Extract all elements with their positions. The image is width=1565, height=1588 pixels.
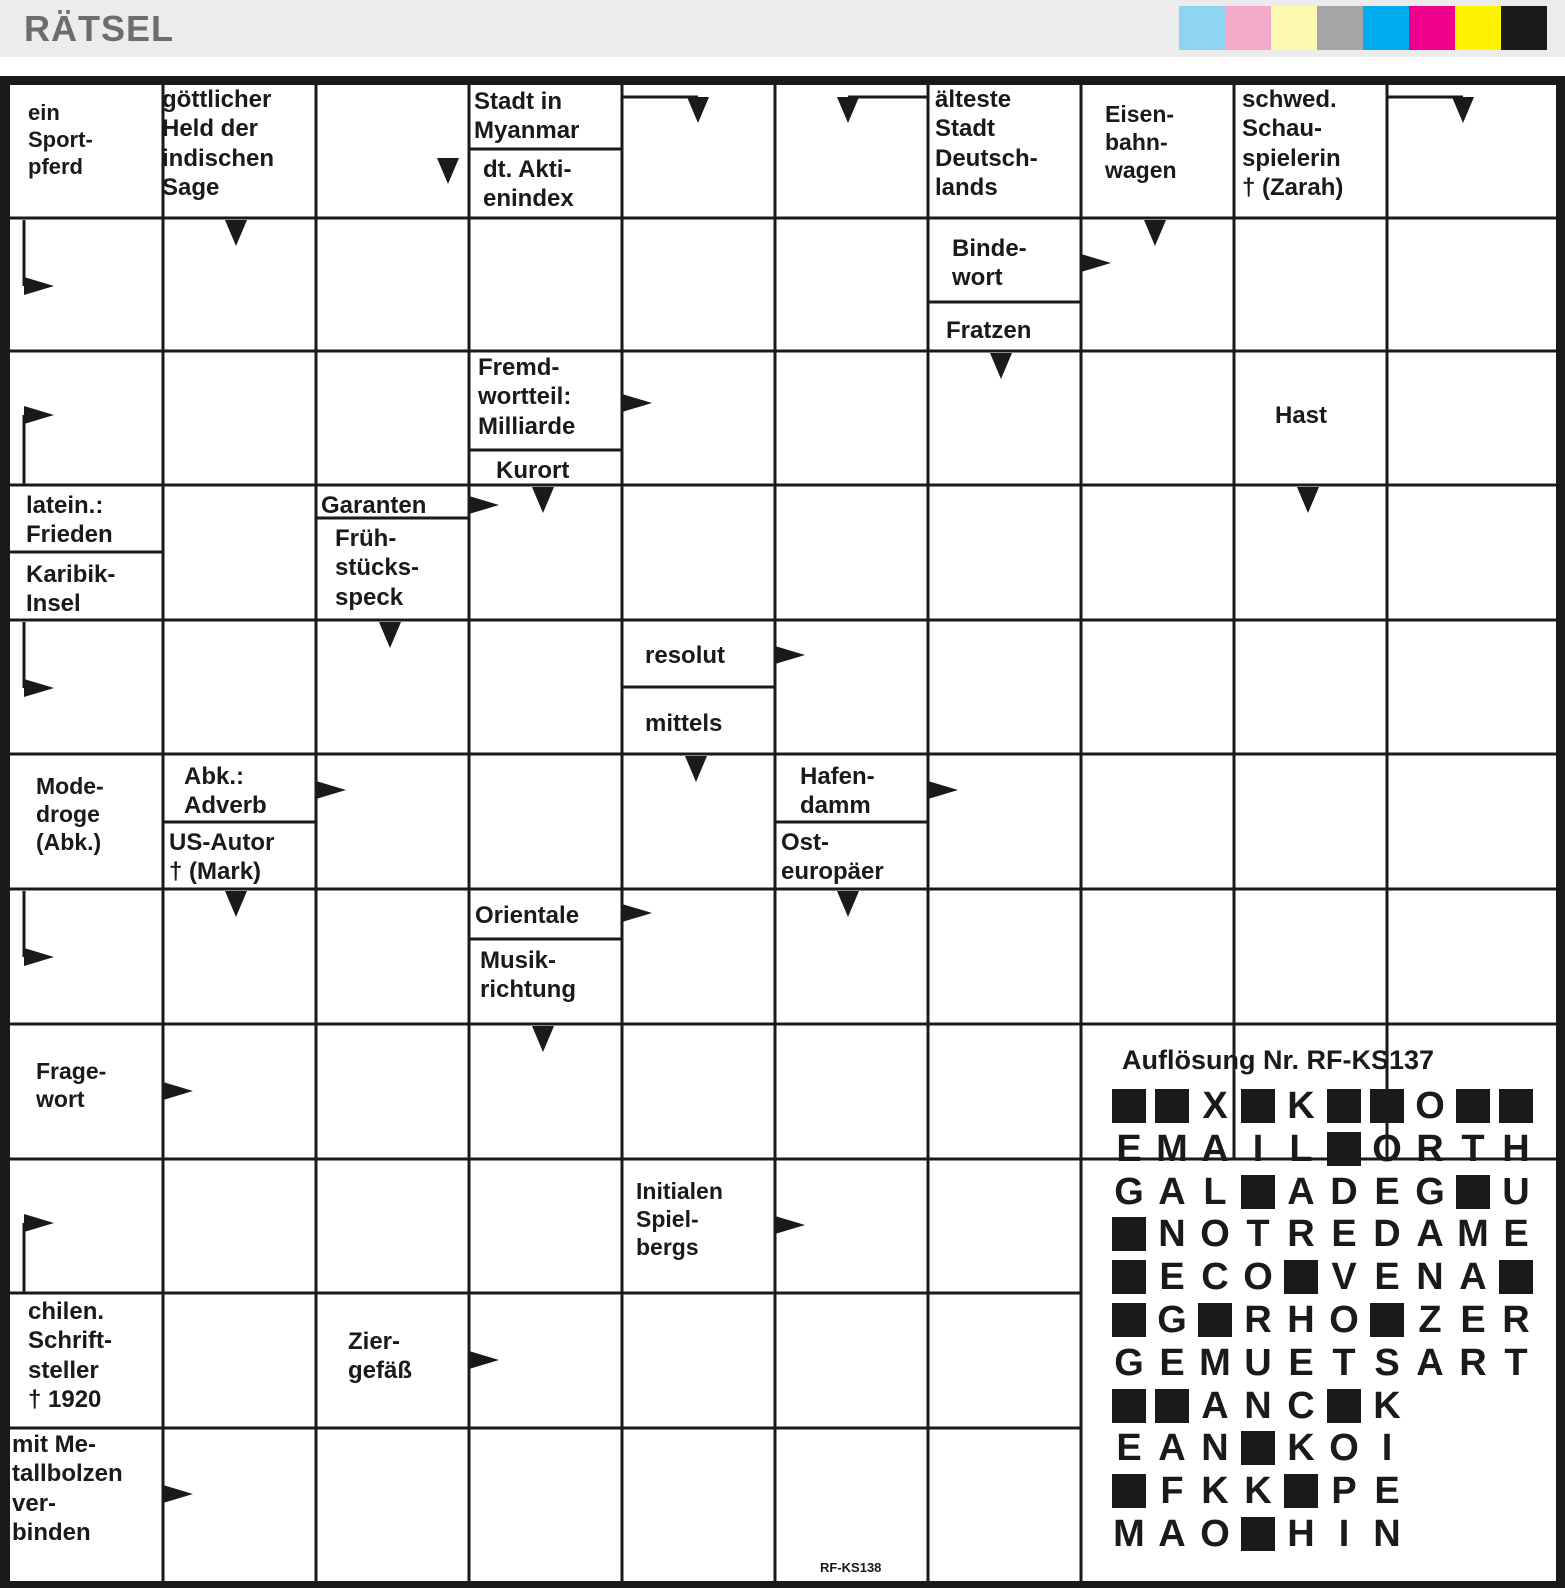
solution-black-cell — [1112, 1089, 1146, 1123]
solution-letter: A — [1201, 1384, 1229, 1427]
clue-c23 — [781, 828, 884, 887]
arrow-right-icon — [622, 904, 652, 922]
clue-line: Milliarde — [478, 412, 576, 440]
color-swatch — [1409, 6, 1455, 50]
clue-line: wort — [952, 264, 1003, 292]
clue-c14 — [26, 560, 115, 619]
clue-line: Stadt in — [474, 88, 562, 115]
clue-line: Held der — [162, 115, 259, 143]
clue-line: Frage- — [36, 1058, 107, 1084]
solution-letter: X — [1202, 1085, 1228, 1127]
clue-c28 — [28, 1297, 112, 1414]
clue-line: chilen. — [28, 1298, 105, 1325]
clue-line: Mode- — [36, 773, 104, 799]
solution-letter: T — [1461, 1127, 1485, 1170]
solution-black-cell — [1456, 1175, 1490, 1209]
bent-arrow-right-icon — [24, 277, 54, 295]
solution-letter: K — [1373, 1384, 1401, 1427]
clue-c11 — [496, 456, 569, 485]
solution-letter: E — [1159, 1341, 1185, 1384]
arrow-right-icon — [163, 1485, 193, 1503]
solution-letter: A — [1416, 1341, 1444, 1384]
clue-c17 — [645, 641, 725, 670]
clue-line: damm — [800, 792, 871, 820]
solution-letter: D — [1373, 1213, 1401, 1256]
clue-c20 — [184, 762, 267, 821]
solution-black-cell — [1499, 1089, 1533, 1123]
solution-black-cell — [1241, 1517, 1275, 1551]
solution-letter: R — [1287, 1213, 1315, 1256]
clue-line: Eisen- — [1105, 101, 1175, 127]
solution-letter: K — [1287, 1427, 1315, 1470]
clue-line: enindex — [483, 185, 574, 213]
clue-line: wagen — [1105, 157, 1177, 184]
clue-line: Früh- — [335, 525, 397, 552]
arrow-down-icon — [225, 891, 247, 917]
solution-panel — [1113, 1045, 1530, 1555]
solution-black-cell — [1327, 1089, 1361, 1123]
clue-line: indischen — [162, 144, 275, 172]
solution-letter: R — [1416, 1127, 1444, 1170]
clue-c09 — [946, 316, 1031, 345]
solution-title: Auflösung Nr. RF-KS137 — [1122, 1045, 1435, 1075]
clue-c24 — [475, 901, 579, 930]
solution-black-cell — [1112, 1260, 1146, 1294]
solution-letter: A — [1158, 1427, 1186, 1470]
solution-letter: O — [1372, 1127, 1402, 1170]
clue-line: Sport- — [28, 126, 93, 152]
solution-letter: C — [1201, 1256, 1229, 1299]
solution-black-cell — [1155, 1089, 1189, 1123]
solution-letter: N — [1158, 1213, 1186, 1256]
clue-line: droge — [36, 801, 100, 828]
clue-line: europäer — [781, 858, 884, 886]
clue-line: pferd — [28, 153, 83, 179]
clue-line: (Abk.) — [36, 829, 102, 856]
clue-line: † (Mark) — [169, 858, 262, 886]
arrow-down-icon — [437, 158, 459, 184]
solution-letter: I — [1381, 1427, 1393, 1470]
clue-line: schwed. — [1242, 86, 1337, 113]
clue-line: Karibik- — [26, 561, 116, 588]
clue-line: stücks- — [335, 554, 420, 582]
clue-c10 — [478, 353, 575, 441]
clue-line: ein — [28, 100, 60, 125]
solution-letter: H — [1287, 1513, 1315, 1555]
solution-black-cell — [1112, 1217, 1146, 1251]
color-swatch — [1455, 6, 1501, 50]
solution-letter: A — [1158, 1170, 1186, 1213]
arrow-right-icon — [775, 1216, 805, 1234]
clue-c26 — [36, 1057, 106, 1113]
solution-letter: T — [1504, 1341, 1528, 1384]
clue-line: resolut — [645, 642, 726, 669]
solution-letter: E — [1374, 1256, 1400, 1299]
solution-letter: O — [1200, 1513, 1230, 1555]
solution-letter: N — [1244, 1384, 1272, 1427]
clue-line: speck — [335, 583, 404, 611]
clue-line: steller — [28, 1356, 99, 1384]
solution-letter: A — [1459, 1256, 1487, 1299]
clue-c22 — [800, 762, 875, 821]
clue-line: Sage — [162, 173, 220, 201]
arrow-right-icon — [928, 781, 958, 799]
solution-black-cell — [1327, 1132, 1361, 1166]
clue-line: † 1920 — [28, 1385, 102, 1413]
bent-arrow-right-icon — [24, 1214, 54, 1232]
bent-arrow-down-icon — [687, 97, 709, 123]
solution-letter: S — [1374, 1341, 1400, 1384]
solution-letter: E — [1331, 1213, 1357, 1256]
solution-black-cell — [1241, 1175, 1275, 1209]
clue-line: bergs — [636, 1234, 699, 1261]
arrow-right-icon — [775, 646, 805, 664]
clue-line: ver- — [12, 1489, 57, 1517]
color-swatch — [1179, 6, 1225, 50]
bent-arrow-down-icon — [837, 97, 859, 123]
solution-letter: M — [1156, 1127, 1188, 1170]
clue-line: dt. Akti- — [483, 156, 572, 183]
arrow-right-icon — [622, 394, 652, 412]
solution-letter: O — [1329, 1299, 1359, 1341]
clue-line: Myanmar — [474, 117, 580, 145]
clue-line: Garanten — [321, 492, 427, 519]
clue-c06 — [1105, 100, 1177, 184]
solution-letter: A — [1416, 1213, 1444, 1256]
solution-black-cell — [1327, 1389, 1361, 1423]
bent-arrow-right-icon — [24, 948, 54, 966]
clue-c21 — [169, 828, 274, 887]
solution-letter: A — [1201, 1127, 1229, 1170]
solution-letter: G — [1114, 1170, 1144, 1213]
clue-c05 — [935, 85, 1038, 202]
solution-letter: U — [1502, 1170, 1530, 1213]
clue-line: Fremd- — [478, 354, 560, 381]
clue-line: Ost- — [781, 829, 829, 856]
solution-letter: N — [1201, 1427, 1229, 1470]
arrow-down-icon — [532, 487, 554, 513]
clue-line: wort — [36, 1086, 85, 1113]
arrow-down-icon — [379, 622, 401, 648]
solution-black-cell — [1112, 1474, 1146, 1508]
clue-line: Hafen- — [800, 763, 875, 790]
solution-black-cell — [1112, 1389, 1146, 1423]
solution-letter: H — [1287, 1299, 1315, 1341]
solution-letter: G — [1157, 1299, 1187, 1341]
solution-letter: A — [1158, 1513, 1186, 1555]
solution-letter: A — [1287, 1170, 1315, 1213]
arrow-right-icon — [469, 496, 499, 514]
arrow-down-icon — [1144, 220, 1166, 246]
clue-line: älteste — [935, 86, 1012, 113]
clue-c07 — [1242, 85, 1343, 202]
clue-line: Stadt — [935, 115, 995, 143]
solution-letter: O — [1415, 1085, 1445, 1127]
clue-line: Hast — [1275, 402, 1328, 429]
clue-c02 — [162, 85, 274, 202]
solution-black-cell — [1499, 1260, 1533, 1294]
clue-line: Schrift- — [28, 1327, 112, 1355]
solution-letter: O — [1200, 1213, 1230, 1256]
solution-black-cell — [1241, 1089, 1275, 1123]
clue-line: lands — [935, 173, 998, 201]
color-swatch — [1501, 6, 1547, 50]
solution-letter: O — [1243, 1256, 1273, 1299]
solution-letter: M — [1113, 1513, 1145, 1555]
clue-line: Musik- — [480, 947, 557, 974]
clue-line: † (Zarah) — [1242, 173, 1344, 201]
solution-letter: O — [1329, 1427, 1359, 1470]
clue-line: Initialen — [636, 1178, 723, 1204]
solution-letter: U — [1244, 1341, 1272, 1384]
solution-letter: L — [1203, 1170, 1227, 1213]
solution-letter: I — [1252, 1127, 1264, 1170]
solution-letter: Z — [1418, 1299, 1442, 1341]
arrow-down-icon — [685, 756, 707, 782]
solution-letter: C — [1287, 1384, 1315, 1427]
arrow-right-icon — [1081, 254, 1111, 272]
clue-line: tallbolzen — [12, 1460, 123, 1488]
clue-line: gefäß — [348, 1357, 413, 1385]
solution-letter: F — [1160, 1470, 1184, 1513]
clue-line: Spiel- — [636, 1206, 699, 1233]
bent-arrow-right-icon — [24, 406, 54, 424]
arrow-right-icon — [163, 1082, 193, 1100]
solution-letter: E — [1116, 1127, 1142, 1170]
clue-line: Frieden — [26, 521, 113, 549]
clue-c08 — [952, 234, 1027, 293]
clue-line: Zier- — [348, 1328, 401, 1355]
solution-letter: M — [1457, 1213, 1489, 1256]
solution-black-cell — [1284, 1474, 1318, 1508]
solution-black-cell — [1284, 1260, 1318, 1294]
arrow-down-icon — [837, 891, 859, 917]
clue-c12 — [1275, 401, 1327, 430]
solution-letter: G — [1114, 1341, 1144, 1384]
clue-c15 — [321, 491, 426, 520]
clue-c19 — [36, 772, 104, 856]
arrow-down-icon — [1297, 487, 1319, 513]
solution-black-cell — [1112, 1303, 1146, 1337]
clue-line: mit Me- — [12, 1431, 96, 1458]
clue-line: Deutsch- — [935, 144, 1038, 172]
solution-letter: N — [1373, 1513, 1401, 1555]
clue-c18 — [645, 709, 722, 738]
clue-line: US-Autor — [169, 829, 275, 856]
color-swatch — [1271, 6, 1317, 50]
solution-black-cell — [1370, 1303, 1404, 1337]
solution-letter: E — [1374, 1170, 1400, 1213]
solution-letter: L — [1289, 1127, 1313, 1170]
clue-line: spielerin — [1242, 144, 1341, 172]
solution-letter: V — [1331, 1256, 1357, 1299]
color-swatch — [1225, 6, 1271, 50]
clue-line: bahn- — [1105, 129, 1168, 156]
color-swatch — [1317, 6, 1363, 50]
solution-letter: E — [1116, 1427, 1142, 1470]
arrow-right-icon — [316, 781, 346, 799]
solution-letter: E — [1159, 1256, 1185, 1299]
color-swatch — [1363, 6, 1409, 50]
arrow-down-icon — [990, 353, 1012, 379]
solution-letter: K — [1201, 1470, 1229, 1513]
clue-c01 — [28, 100, 93, 180]
solution-letter: E — [1503, 1213, 1529, 1256]
clue-line: wortteil: — [478, 383, 572, 411]
solution-letter: K — [1287, 1085, 1315, 1127]
solution-letter: H — [1502, 1127, 1530, 1170]
clue-c25 — [480, 946, 576, 1005]
clue-line: richtung — [480, 976, 576, 1004]
clue-line: göttlicher — [162, 86, 272, 113]
solution-letter: K — [1244, 1470, 1272, 1513]
solution-letter: M — [1199, 1341, 1231, 1384]
solution-black-cell — [1155, 1389, 1189, 1423]
solution-letter: T — [1246, 1213, 1270, 1256]
clue-line: latein.: — [26, 492, 104, 519]
solution-letter: N — [1416, 1256, 1444, 1299]
solution-letter: R — [1502, 1299, 1530, 1341]
clue-c30 — [12, 1430, 123, 1547]
solution-letter: R — [1459, 1341, 1487, 1384]
clue-line: Abk.: — [184, 763, 244, 790]
arrow-down-icon — [225, 220, 247, 246]
clue-line: Orientale — [475, 902, 580, 929]
solution-letter: R — [1244, 1299, 1272, 1341]
clue-line: Fratzen — [946, 317, 1032, 344]
solution-letter: I — [1338, 1513, 1350, 1555]
clue-c13 — [26, 491, 113, 550]
solution-black-cell — [1370, 1089, 1404, 1123]
solution-letter: E — [1374, 1470, 1400, 1513]
solution-black-cell — [1241, 1431, 1275, 1465]
clue-c04 — [483, 155, 574, 214]
arrow-right-icon — [469, 1351, 499, 1369]
arrow-down-icon — [532, 1026, 554, 1052]
puzzle-code: RF-KS138 — [820, 1560, 882, 1575]
bent-arrow-right-icon — [24, 679, 54, 697]
clue-c27 — [636, 1177, 723, 1261]
header-bar — [0, 0, 1565, 57]
solution-letter: D — [1330, 1170, 1358, 1213]
solution-black-cell — [1456, 1089, 1490, 1123]
page-title: RÄTSEL — [24, 8, 174, 49]
clue-line: Kurort — [496, 457, 570, 484]
solution-letter: P — [1331, 1470, 1357, 1513]
solution-letter: G — [1415, 1170, 1445, 1213]
bent-arrow-down-icon — [1452, 97, 1474, 123]
clue-line: mittels — [645, 710, 723, 737]
solution-letter: E — [1288, 1341, 1314, 1384]
solution-letter: T — [1332, 1341, 1356, 1384]
clue-line: Schau- — [1242, 115, 1323, 143]
solution-black-cell — [1198, 1303, 1232, 1337]
clue-c16 — [335, 524, 419, 612]
clue-c03 — [474, 87, 579, 146]
clue-line: binden — [12, 1518, 91, 1546]
clue-line: Adverb — [184, 792, 267, 820]
clue-line: Insel — [26, 590, 81, 618]
solution-letter: E — [1460, 1299, 1486, 1341]
clue-line: Binde- — [952, 235, 1027, 262]
clue-c29 — [348, 1327, 412, 1386]
color-calibration-bar — [1179, 6, 1547, 50]
